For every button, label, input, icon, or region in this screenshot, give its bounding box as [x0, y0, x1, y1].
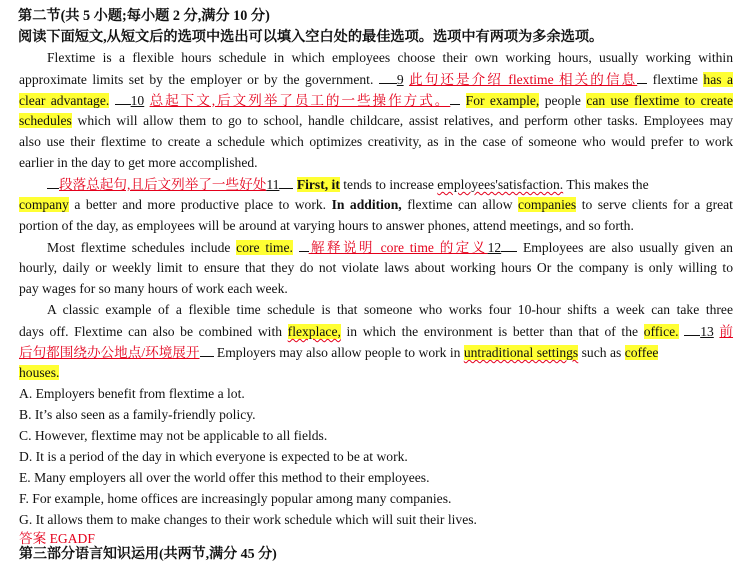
- option-b: B. It’s also seen as a family-friendly policy.: [19, 407, 256, 422]
- passage-line-16: [19, 363, 733, 384]
- passage-line-5: also use their flextime to create a schedule which optimizes creativity, as in the case of someone who would prefer to work: [19, 134, 733, 149]
- passage-text: flextime can allow: [407, 197, 513, 212]
- bold-text: In addition,: [331, 197, 402, 212]
- highlight-text: For example,: [465, 93, 540, 108]
- option-c: C. However, flextime may not be applicable to all fields.: [19, 428, 328, 443]
- blank-13-lead: [684, 321, 700, 336]
- highlight-text: flexplace,: [287, 324, 341, 339]
- annotation-note: 段落总起句,且后文列举了一些好处: [59, 177, 267, 192]
- blank-13-number: 13: [700, 324, 714, 339]
- passage-text: This makes the: [566, 177, 649, 192]
- passage-line-12: pay wages for so many hours of work each week.: [19, 281, 288, 296]
- annotation-note: 总起下文,后文列举了员工的一些操作方式。: [149, 93, 451, 108]
- passage-text: which will allow them to go to school, handle childcare, assist relatives, and perform other tasks. Employees may: [77, 113, 733, 128]
- blank-12-number: 12: [487, 240, 502, 255]
- option-a: A. Employers benefit from flextime a lot.: [19, 386, 245, 401]
- passage-line-3: [19, 90, 733, 112]
- blank-9-number: 9: [396, 72, 404, 87]
- blank-10-number: 10: [130, 93, 145, 108]
- answer-key: 答案 EGADF: [19, 531, 95, 546]
- passage-line-14: [19, 321, 733, 343]
- highlight-bold-text: First, it: [296, 177, 340, 192]
- highlight-text: clear advantage.: [19, 93, 110, 108]
- highlight-text: companies: [518, 197, 577, 212]
- blank-10-tail: [450, 90, 460, 105]
- passage-text: to serve clients for a great: [581, 197, 733, 212]
- instruction-text: 阅读下面短文,从短文后的选项中选出可以填入空白处的最佳选项。选项中有两项为多余选项。: [18, 29, 604, 45]
- highlight-text: has a: [703, 72, 734, 87]
- annotation-note: 前: [719, 324, 734, 339]
- highlight-text: company: [19, 197, 69, 212]
- highlight-text: coffee: [624, 345, 659, 360]
- passage-line-6: earlier in the day to get more accomplished.: [19, 155, 258, 170]
- section-title: 第二节(共 5 小题;每小题 2 分,满分 10 分): [18, 8, 270, 24]
- passage-text: approximate limits set by the employer or by the government.: [19, 72, 374, 87]
- passage-line-8: [19, 195, 733, 216]
- passage-line-15: [19, 342, 733, 364]
- passage-line-1: Flextime is a flexible hours schedule in which employees choose their own working hours, usually working within: [47, 50, 733, 65]
- option-g: G. It allows them to make changes to their work schedule which will suit their lives.: [19, 512, 477, 527]
- passage-text: tends to increase: [343, 177, 434, 192]
- highlight-text: untraditional settings: [463, 345, 579, 360]
- passage-text: Employers may also allow people to work in: [216, 345, 461, 360]
- blank-13-tail: [200, 342, 214, 357]
- next-section-title-partial: 第三部分语言知识运用(共两节,满分 45 分): [19, 547, 277, 562]
- passage-text: a better and more productive place to work.: [74, 197, 327, 212]
- highlight-text: office.: [643, 324, 679, 339]
- highlight-text: core time.: [236, 240, 293, 255]
- wavy-underline-text: employees'satisfaction.: [437, 177, 564, 192]
- passage-text: such as: [581, 345, 622, 360]
- option-f: F. For example, home offices are increasingly popular among many companies.: [19, 491, 452, 506]
- annotation-note: 此句还是介绍 flextime 相关的信息: [409, 72, 638, 87]
- passage-text: flextime: [652, 72, 698, 87]
- highlight-text: can use flextime to create: [586, 93, 734, 108]
- blank-11-tail: [279, 174, 293, 189]
- blank-9-lead: [379, 69, 397, 84]
- passage-line-2: [19, 69, 733, 91]
- blank-10-lead: [115, 90, 131, 105]
- blank-12-tail: [501, 237, 517, 252]
- blank-11-number: 11: [266, 177, 280, 192]
- highlight-text: schedules: [19, 113, 72, 128]
- blank-12-lead: [299, 237, 309, 252]
- passage-line-7: [47, 174, 697, 196]
- passage-line-10: [47, 237, 733, 259]
- highlight-text: houses.: [19, 365, 60, 380]
- annotation-note: 解释说明 core time 的定义: [308, 240, 488, 255]
- annotation-note: 后句都围绕办公地点/环境展开: [19, 345, 200, 360]
- passage-line-9: portion of the day, as employees will be around at varying hours to answer phones, attend meetings, and so forth.: [19, 218, 634, 233]
- passage-text: days off. Flextime can also be combined with: [19, 324, 283, 339]
- passage-line-4: [19, 111, 733, 132]
- passage-text: in which the environment is better than that of the: [346, 324, 639, 339]
- passage-text: people: [544, 93, 581, 108]
- option-d: D. It is a period of the day in which everyone is expected to be at work.: [19, 449, 408, 464]
- passage-line-11: hourly, daily or weekly limit to ensure that they do not violate laws about working hours Or the company is only willing to: [19, 260, 733, 275]
- passage-text: Employees are also usually given an: [522, 240, 733, 255]
- passage-line-13: A classic example of a flexible time schedule is that someone who works four 10-hour shifts a week can take three: [47, 302, 733, 317]
- blank-11-lead: [47, 174, 59, 189]
- passage-text: Most flextime schedules include: [47, 240, 231, 255]
- option-e: E. Many employers all over the world offer this method to their employees.: [19, 470, 430, 485]
- blank-9-tail: [637, 69, 647, 84]
